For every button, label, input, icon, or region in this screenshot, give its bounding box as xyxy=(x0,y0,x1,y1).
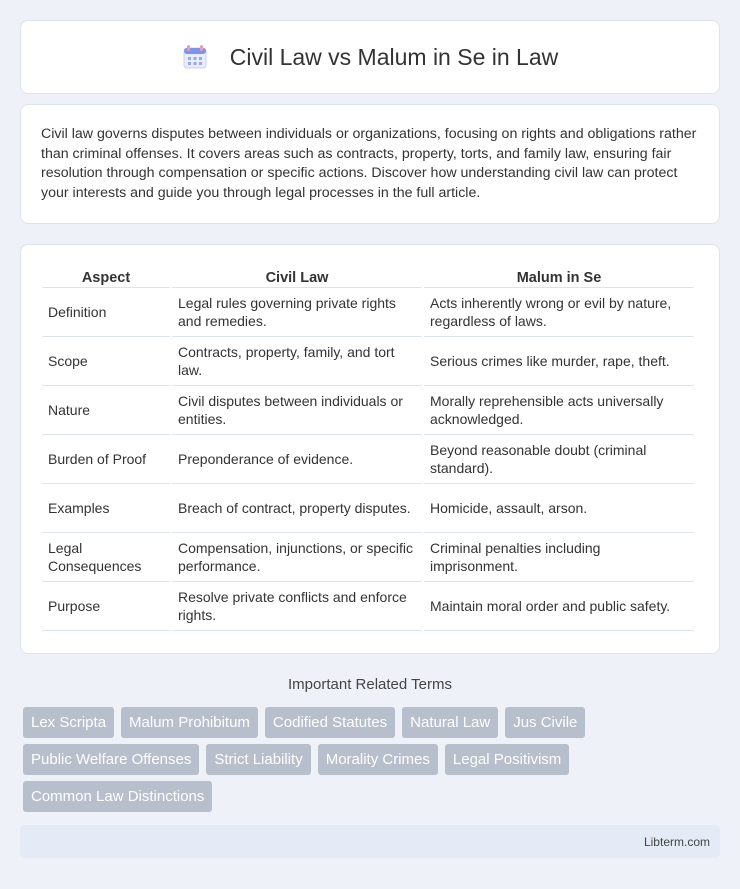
table-cell-malum: Serious crimes like murder, rape, theft. xyxy=(424,337,694,386)
related-term-tag[interactable]: Morality Crimes xyxy=(318,744,438,775)
column-header-malum-in-se: Malum in Se xyxy=(424,265,694,288)
related-term-tag[interactable]: Jus Civile xyxy=(505,707,585,738)
footer-site-link[interactable]: Libterm.com xyxy=(643,835,710,849)
related-term-tag[interactable]: Strict Liability xyxy=(206,744,310,775)
table-row xyxy=(42,435,694,484)
table-cell-aspect: Scope xyxy=(42,337,170,386)
header-card xyxy=(20,20,720,94)
column-header-aspect: Aspect xyxy=(42,265,170,288)
related-term-tag[interactable]: Codified Statutes xyxy=(265,707,395,738)
column-header-civil-law: Civil Law xyxy=(172,265,422,288)
table-cell-malum: Acts inherently wrong or evil by nature, regardless of laws. xyxy=(424,288,694,337)
related-term-tag[interactable]: Public Welfare Offenses xyxy=(23,744,199,775)
intro-text: Civil law governs disputes between individuals or organizations, focusing on rights and obligations rather than criminal offenses. It covers areas such as contracts, property, torts, and family law, ensuring fair resolution through compensation or specific actions. Discover how understanding civil law can protect your interests and guide you through legal processes in the full article. xyxy=(41,126,697,201)
table-cell-aspect: Examples xyxy=(42,484,170,533)
table-cell-malum: Beyond reasonable doubt (criminal standard). xyxy=(424,435,694,484)
table-row xyxy=(42,337,694,386)
related-term-tag[interactable]: Malum Prohibitum xyxy=(121,707,258,738)
table-cell-aspect: Legal Consequences xyxy=(42,533,170,582)
table-row xyxy=(42,386,694,435)
table-cell-civil: Breach of contract, property disputes. xyxy=(172,484,422,533)
related-terms-list xyxy=(23,707,713,818)
table-cell-malum: Homicide, assault, arson. xyxy=(424,484,694,533)
related-terms-title: Important Related Terms xyxy=(288,676,452,693)
table-cell-aspect: Burden of Proof xyxy=(42,435,170,484)
table-cell-malum: Criminal penalties including imprisonment. xyxy=(424,533,694,582)
table-header-row xyxy=(42,265,694,288)
table-cell-malum: Morally reprehensible acts universally acknowledged. xyxy=(424,386,694,435)
table-cell-civil: Legal rules governing private rights and remedies. xyxy=(172,288,422,337)
comparison-table xyxy=(40,265,696,631)
related-term-tag[interactable]: Legal Positivism xyxy=(445,744,569,775)
table-cell-aspect: Purpose xyxy=(42,582,170,631)
table-cell-aspect: Definition xyxy=(42,288,170,337)
related-term-tag[interactable]: Natural Law xyxy=(402,707,498,738)
table-row xyxy=(42,288,694,337)
intro-card xyxy=(20,104,720,224)
comparison-card xyxy=(20,244,720,654)
table-row xyxy=(42,582,694,631)
table-row xyxy=(42,484,694,533)
footer xyxy=(20,825,720,858)
table-row xyxy=(42,533,694,582)
table-cell-civil: Compensation, injunctions, or specific performance. xyxy=(172,533,422,582)
table-cell-civil: Contracts, property, family, and tort law. xyxy=(172,337,422,386)
table-cell-civil: Preponderance of evidence. xyxy=(172,435,422,484)
table-cell-aspect: Nature xyxy=(42,386,170,435)
calendar-icon xyxy=(182,44,208,70)
related-term-tag[interactable]: Common Law Distinctions xyxy=(23,781,212,812)
page-title: Civil Law vs Malum in Se in Law xyxy=(229,43,559,70)
table-cell-malum: Maintain moral order and public safety. xyxy=(424,582,694,631)
table-cell-civil: Resolve private conflicts and enforce rights. xyxy=(172,582,422,631)
table-cell-civil: Civil disputes between individuals or entities. xyxy=(172,386,422,435)
related-term-tag[interactable]: Lex Scripta xyxy=(23,707,114,738)
